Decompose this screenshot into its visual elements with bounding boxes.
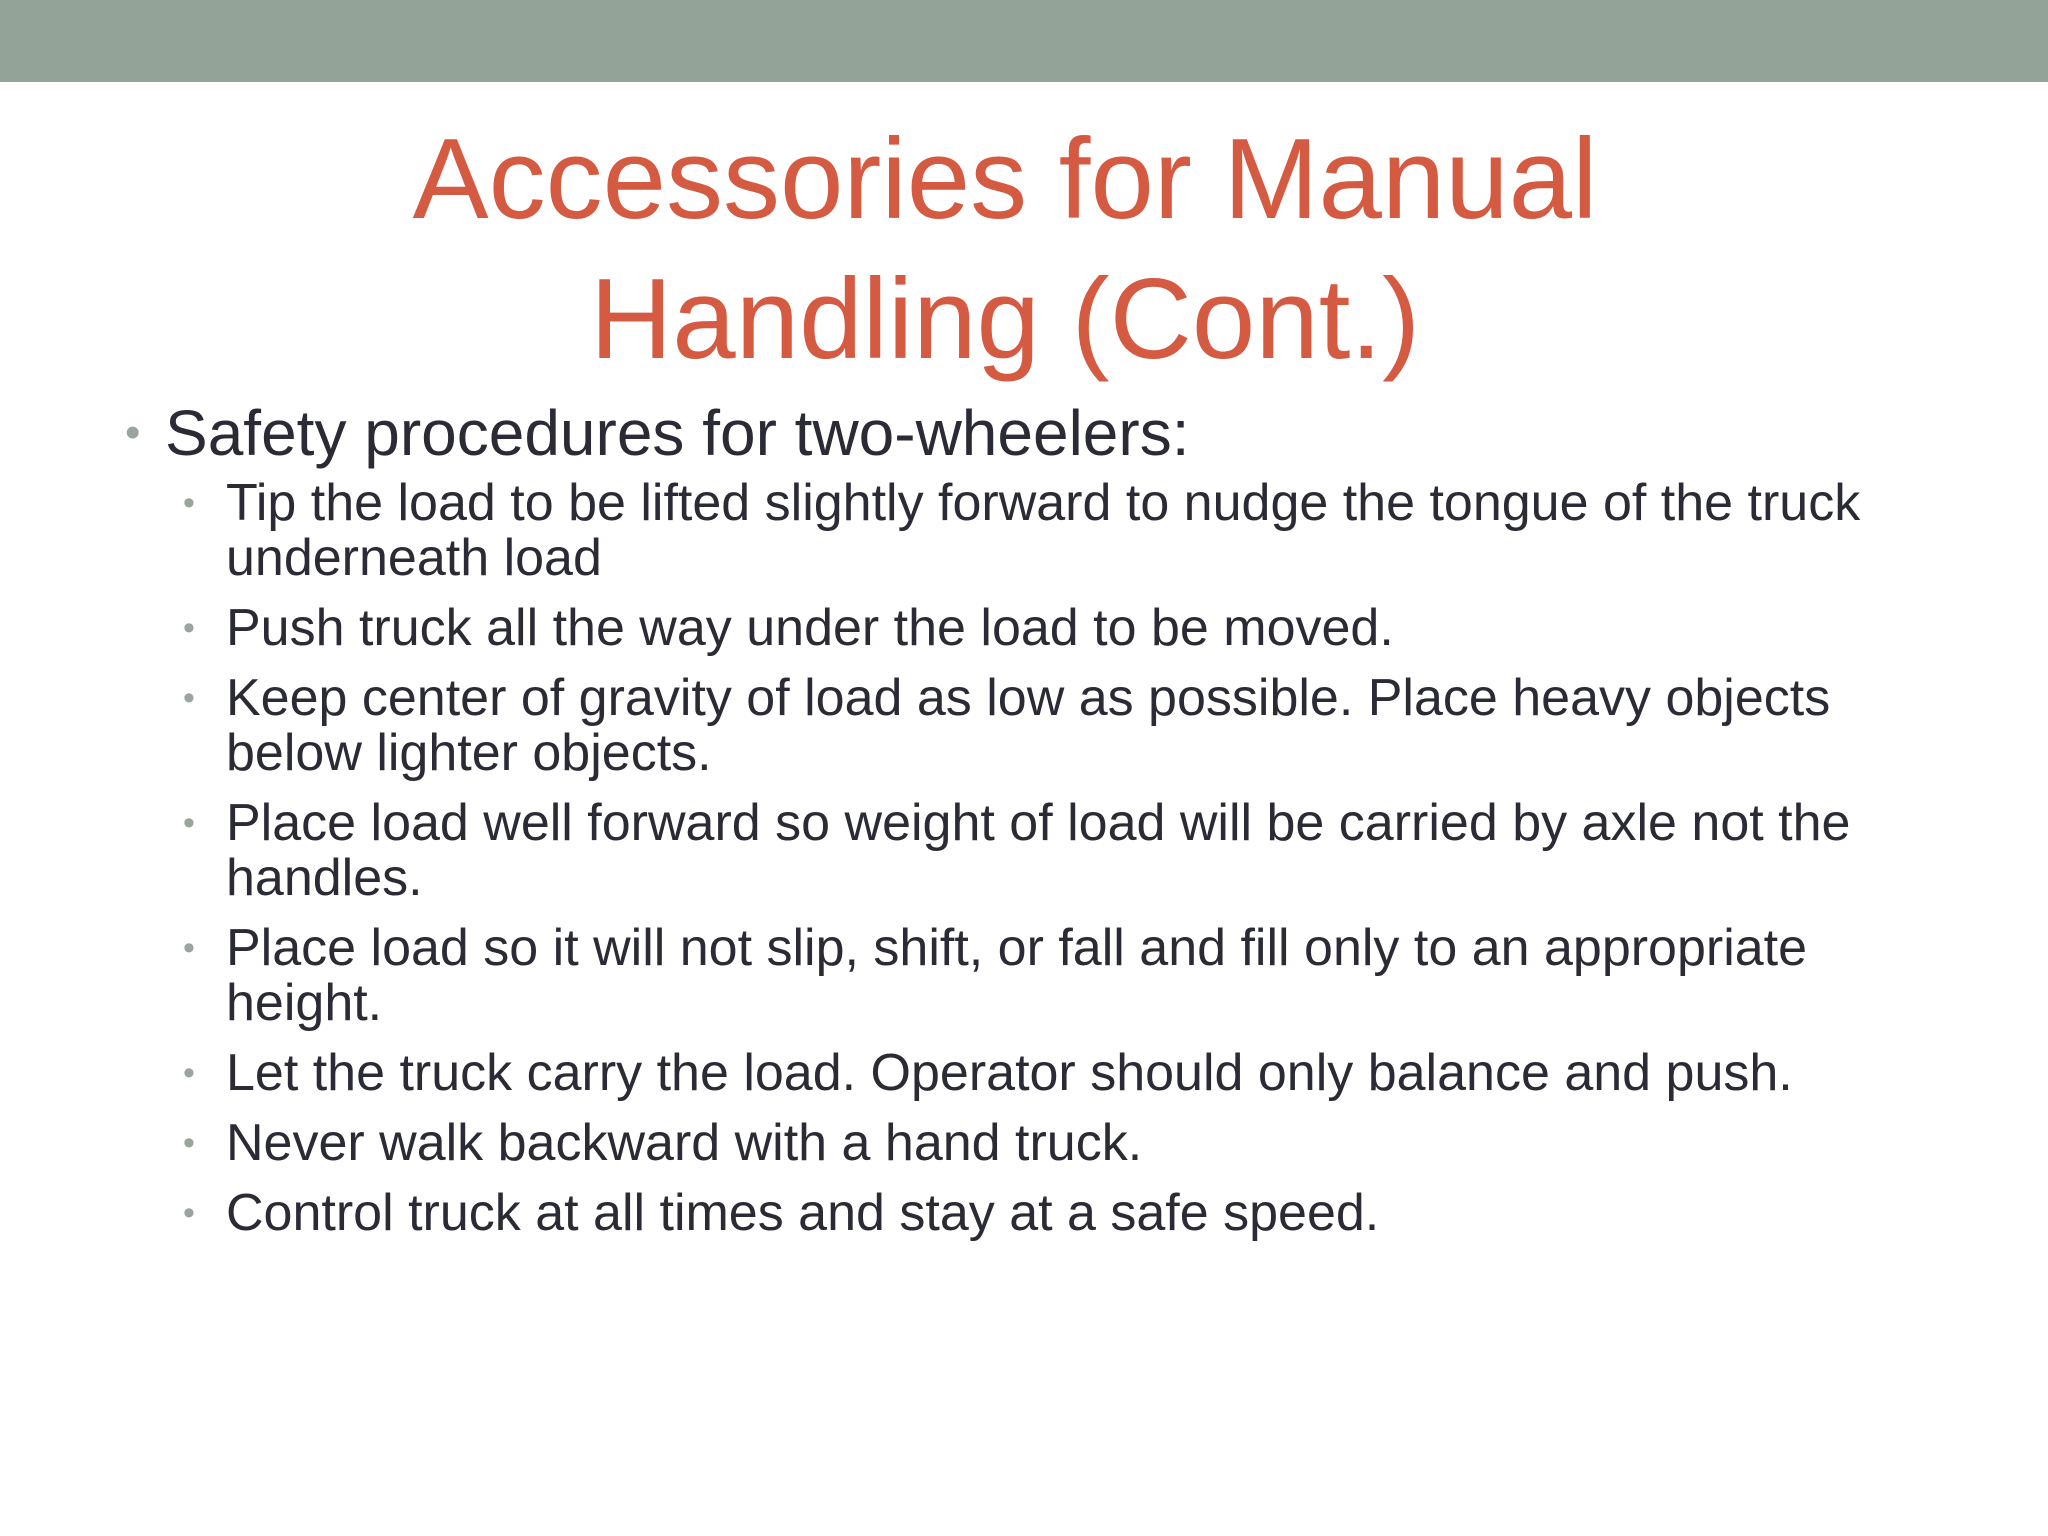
sub-bullet-text: Let the truck carry the load. Operator should only balance and push. [226,1044,1793,1102]
sub-bullet-text: Control truck at all times and stay at a safe speed. [226,1184,1380,1242]
bullet-icon: • [183,1054,195,1092]
sub-bullet-item [125,671,1955,781]
sub-bullet-item [125,796,1955,906]
sub-bullet-text: Keep center of gravity of load as low as possible. Place heavy objects below lighter objects. [226,669,1831,782]
sub-bullet-text: Place load so it will not slip, shift, or fall and fill only to an appropriate height. [226,919,1808,1032]
slide-body [125,392,1955,1256]
sub-bullet-list [125,476,1955,1241]
slide-title [0,110,2010,390]
sub-bullet-item [125,1116,1955,1171]
sub-bullet-item [125,476,1955,586]
slide-title-line-2: Handling (Cont.) [589,256,1421,383]
sub-bullet-text: Push truck all the way under the load to be moved. [226,599,1394,657]
bullet-icon: • [125,408,141,457]
bullet-icon: • [183,1124,195,1162]
main-bullet-text: Safety procedures for two-wheelers: [165,397,1190,469]
sub-bullet-item [125,921,1955,1031]
bullet-icon: • [183,679,195,717]
bullet-icon: • [183,1194,195,1232]
slide-title-line-1: Accessories for Manual [412,116,1598,243]
bullet-icon: • [183,804,195,842]
sub-bullet-text: Place load well forward so weight of load will be carried by axle not the handles. [226,794,1851,907]
sub-bullet-item [125,1046,1955,1101]
bullet-icon: • [183,609,195,647]
bullet-icon: • [183,929,195,967]
sub-bullet-text: Never walk backward with a hand truck. [226,1114,1143,1172]
top-decorative-band [0,0,2048,82]
bullet-icon: • [183,484,195,522]
sub-bullet-text: Tip the load to be lifted slightly forward to nudge the tongue of the truck underneath load [226,474,1861,587]
sub-bullet-item [125,1186,1955,1241]
sub-bullet-item [125,601,1955,656]
main-bullet-point [125,392,1955,474]
